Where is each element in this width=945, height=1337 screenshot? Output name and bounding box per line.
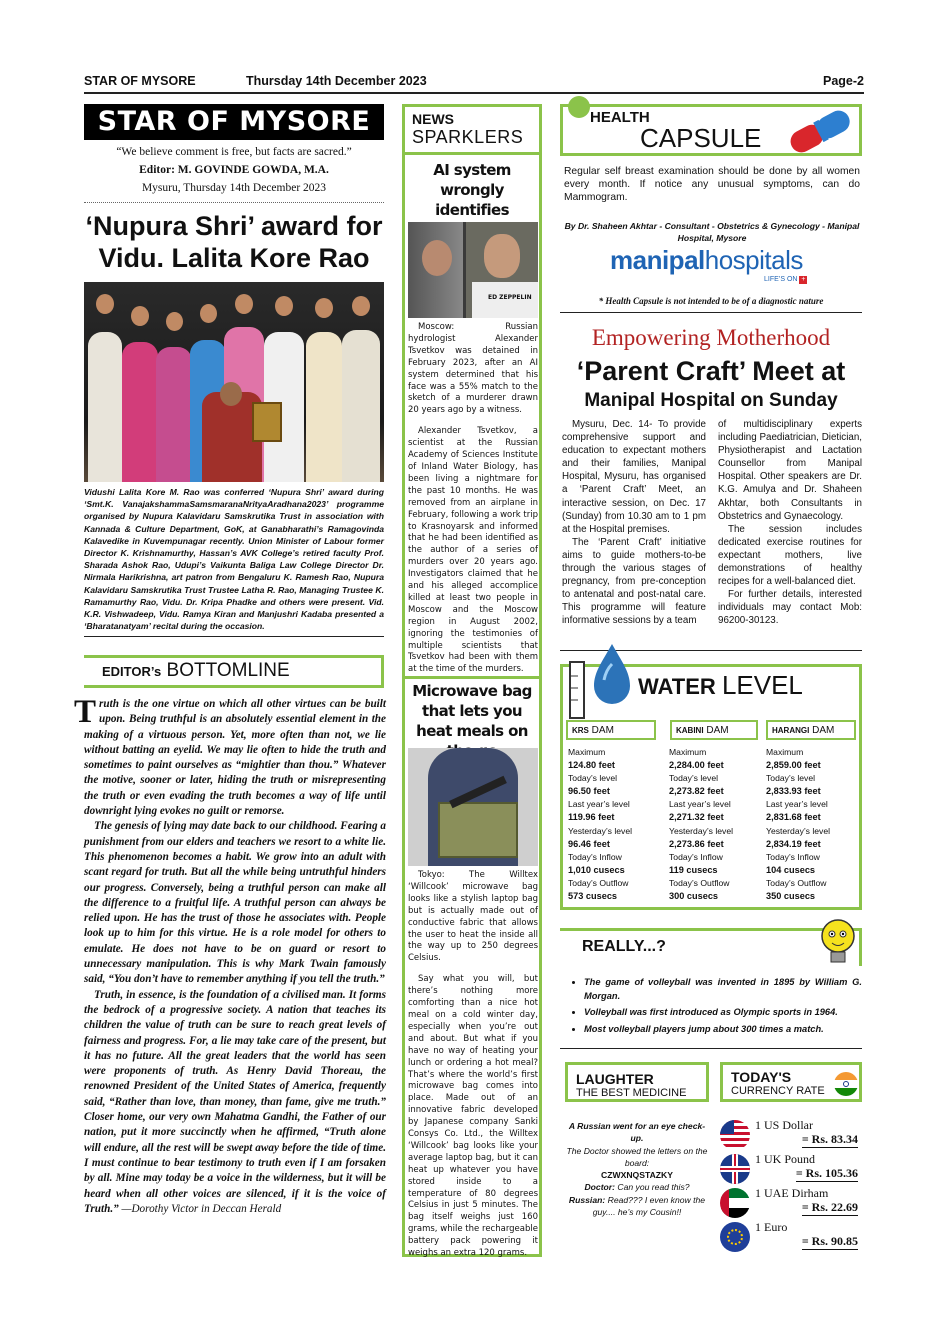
paragraph: Moscow: Russian hydrologist Alexander Tsvetkov was detained in February 2023, after an AI system determined that his face was a 55% match to the sketch of a murderer drawn 20 years ago by a witness. [408,322,538,416]
divider [560,1048,862,1049]
currency-value: = Rs. 105.36 [795,1166,858,1180]
joke-line: CZWXNQSTAZKY [601,1170,673,1181]
paragraph: The session includes dedicated exercise routines for expectant mothers, live demonstrations of healthy recipes for a well-balanced diet. [718,523,862,588]
fact-item: • The game of volleyball was invented in 1895 by William G. Morgan. [584,976,862,1003]
title-light: LEVEL [721,670,803,700]
india-flag-icon [834,1072,858,1096]
header-rule [84,92,864,94]
currency-value: = Rs. 83.34 [801,1132,858,1146]
masthead-logo: STAR OF MYSORE [84,104,384,140]
paragraph: of multidisciplinary experts including Paediatrician, Dietician, Physiotherapist and Lactation Counsellor from Manipal Hospital. Other speakers are Dr. K.G. Amulya and Dr. Shaheen Akhtar, both Consultants in Obstetrics and Gynaecology. [718,419,862,522]
currency-value: = Rs. 90.85 [801,1234,858,1248]
parent-craft-col1 [562,418,706,628]
stat-value: 96.46 feet [568,838,610,849]
currency-name: 1 Euro [755,1220,788,1234]
laughter-joke [565,1120,709,1218]
ai-headline: AI system wrongly identifies [433,161,511,219]
joke-line: The Doctor showed the letters on the board: [566,1145,708,1168]
currency-name: 1 UAE Dirham [755,1186,829,1200]
currency-row-usd [720,1118,862,1150]
dam-label-krs [566,720,656,740]
health-disclaimer: * Health Capsule is not intended to be of a diagnostic nature [598,296,824,306]
bottomline-title [102,660,290,682]
paragraph: Tokyo: The Willtex ‘Willcook’ microwave bag looks like a stylish laptop bag but is actually made out of conductive fabric that allows the user to heat the inside all the way up to 250 degrees Celsius. [408,870,538,964]
photo-caption: Vidushi Lalita Kore M. Rao was conferred ‘Nupura Shri’ award during ‘Smt.K. VanajakshammaSamsmaranaNrityaAradhana2023’ programme organised by Nupura Kalavidaru Samskrutika Trust in association with Kannada & Culture Department, GoK, at Ganabharathi’s Ramagovinda Kalavedike in Kuvempunagar recently. Union Minister of Labour former Director K. Krishnamurthy, Hassan’s AVK College’s retired faculty Prof. Sharada Ashok Rao, Udupi’s Vaikunta Baliga Law College Director Dr. Nirmala Harikrishna, art patron from Bengaluru K. Ramesh Rao, Nupura Kalavidaru Samskrutika Trust Trustee Latha R. Rao, Managing Trustee K. Ramamurthy Rao, Vidu. Dr. Kripa Phadke and others were present. Vid. K.R. Vishwadeep, Vidu. Ramya Kiran and Manjushri Kadaba presented a ‘Bharatanatyam’ recital during the occasion. [84,487,384,632]
stat-label: Today’s level [568,773,618,784]
logo-tag: LIFE’S ON [764,276,798,283]
water-level-title [638,670,803,701]
stat-label: Yesterday’s level [669,825,734,836]
speaker: Russian: [568,1194,606,1205]
paragraph: Say what you will, but there’s nothing more comforting than a nice hot meal on a cold winter day, especially when you’re out and about. But what if you have no way of heating your lunch or ordering a hot meal? That’s where the world’s first microwave bag comes into place. Made out of an innovative fabric developed by Japanese company Sanki Consys Co. Ltd., the Willtex ‘Willcook’ bag looks like your average laptop bag, but it can heat up whatever you have stored inside to a temperature of 80 degrees Celsius in just 5 minutes. The bag itself weighs just 160 grams, while the rechargeable battery pack powering it weighs an extra 120 grams. [408,974,538,1259]
frame-top [84,655,384,658]
dam-stats-krs [568,746,660,903]
stat-value: 2,284.00 feet [669,760,724,771]
joke-line: A Russian went for an eye check-up. [568,1121,706,1144]
divider [84,636,384,637]
stat-value: 96.50 feet [568,786,610,797]
laughter-subtitle: THE BEST MEDICINE [576,1087,687,1099]
kicker: Empowering Motherhood [591,325,831,350]
paragraph: Mysuru, Dec. 14- To provide comprehensive support and education to expectant mothers and their families, Manipal Hospital, Mysuru, has organised a ‘Parent Craft’ Meet, an interactive session, on Dec. 17 (Sunday) from 10.30 am to 1 pm at the Hospital premises. [562,419,706,535]
stat-value: 1,010 cusecs [568,864,625,875]
badge-dot [568,96,590,118]
divider [84,202,384,203]
stat-value: 124.80 feet [568,760,615,771]
nupura-headline [84,210,384,274]
divider [405,152,539,155]
dam-suffix: DAM [812,725,835,736]
bottomline-body [74,694,386,1217]
bag-story-body [408,870,538,1260]
parent-craft-col2 [718,418,862,628]
stat-label: Maximum [669,747,707,757]
stat-label: Last year’s level [766,799,828,810]
stat-value: 2,833.93 feet [766,786,821,797]
paragraph: Truth, in essence, is the foundation of a civilised man. It forms the bedrock of a progressive society. A nation that teaches its children the value of truth can be sure to reach great levels of fairness and progress. For, a lie may take care of the present, but it has no future. All the great leaders that the world has seen were proponents of truth. As Henry David Thoreau, the renowned President of the United States of America, frequently said, “Rather than love, than money, than fame, give me truth.” Closer home, our very own Mahatma Gandhi, the Father of our nation, put it more succinctly when he affirmed, “Truth alone will endure, all the rest will be swept away before the tide of time. I must continue to bear testimony to truth even if I am forsaken by all. Mine may today be a voice in the wilderness, but it will be heard when all other voices are silenced, if it is the voice of Truth.” [84,988,386,1215]
title-big: BOTTOMLINE [166,660,290,681]
currency-name: 1 UK Pound [755,1152,816,1166]
dam-name: KABINI [676,726,704,735]
title-small: EDITOR’s [102,664,162,679]
stat-label: Yesterday’s level [766,825,831,836]
parent-craft-subhead: Manipal Hospital on Sunday [584,390,838,411]
paragraph: The ‘Parent Craft’ initiative aims to guide mothers-to-be through the various stages of pregnancy, from pre-conception to antenatal and post-natal care. This programme will feature informative sessions by a team [562,536,706,627]
headline-line: ‘Nupura Shri’ award for [85,211,383,241]
stat-value: 300 cusecs [669,891,719,902]
paragraph: For further details, interested individuals may contact Mob: 96200-30123. [718,589,862,627]
manipal-tagline [764,276,807,284]
bag-headline: Microwave bag that lets you heat meals on [412,682,532,740]
stat-label: Today’s Outflow [669,877,730,888]
stat-value: 119.96 feet [568,812,615,823]
title-bold: WATER [638,674,716,699]
divider [560,312,862,313]
scientist-photo [408,222,538,318]
currency-row-eur [720,1220,862,1252]
page-number: Page-2 [823,74,864,88]
joke-line: Read??? I even know the guy.... he’s my Cousin!! [592,1194,706,1218]
page-header-bar [84,74,864,92]
lightbulb-icon [814,914,862,972]
currency-title: TODAY'S [731,1069,792,1085]
logo-part: hospitals [704,245,803,275]
health-byline: By Dr. Shaheen Akhtar - Consultant - Obstetrics & Gynecology - Manipal Hospital, Mysore [564,221,860,243]
fact-item: • Most volleyball players jump about 300 times a match. [584,1023,862,1037]
masthead-motto: “We believe comment is free, but facts are sacred.” [116,146,352,158]
parent-craft-headline: ‘Parent Craft’ Meet at [576,356,846,386]
stat-label: Today’s Outflow [766,877,827,888]
manipal-logo [610,245,803,276]
health-tip: Regular self breast examination should be done by all women every month. If notice any unusual symptoms, can do Mammogram. [564,166,860,203]
title-small: NEWS [412,111,454,127]
uae-flag-icon [720,1188,750,1218]
dam-name: HARANGI [772,726,810,735]
stat-value: 2,831.68 feet [766,812,821,823]
eu-flag-icon [720,1222,750,1252]
headline-line: Vidu. Lalita Kore Rao [98,243,370,273]
dam-name: KRS [572,726,589,735]
stat-label: Today’s Outflow [568,877,629,888]
us-flag-icon [720,1120,750,1150]
stat-value: 2,271.32 feet [669,812,724,823]
dam-suffix: DAM [591,725,614,736]
capsule-icon [780,108,862,154]
stat-label: Last year’s level [669,799,731,810]
stat-label: Maximum [568,747,606,757]
water-drop-icon [566,640,636,720]
masthead-editor: Editor: M. GOVINDE GOWDA, M.A. [139,164,329,176]
stat-value: 2,273.82 feet [669,786,724,797]
stat-label: Today’s Inflow [669,851,723,862]
currency-name: 1 US Dollar [755,1118,813,1132]
stat-label: Today’s level [669,773,719,784]
currency-subtitle: CURRENCY RATE [731,1085,825,1097]
really-title: REALLY...? [582,938,666,955]
stat-value: 2,859.00 feet [766,760,821,771]
currency-row-aed [720,1186,862,1218]
drop-cap: T [74,694,97,730]
laughter-title: LAUGHTER [576,1071,654,1087]
masthead-dateline: Mysuru, Thursday 14th December 2023 [141,182,327,194]
stat-label: Today’s Inflow [766,851,820,862]
stat-label: Last year’s level [568,799,630,810]
dam-stats-harangi [766,746,858,903]
news-sparklers-title [412,110,523,146]
award-ceremony-photo [84,282,384,482]
paragraph: ruth is the one virtue on which all other virtues can be built upon. Being truthful is an absolutely essential element in the making of a virtuous person. Yet, more often than not, we lie without batting an eyelid. We may lie often to hide the truth and sometimes to paint ourselves as “mightier than thou.” Whatever the motive, sooner or later, hiding the truth or misrepresenting the truth or even evading the truth becomes a way of life until downright lying evokes no guilt or remorse. [84,698,386,818]
stat-value: 119 cusecs [669,864,718,875]
speaker: Doctor: [584,1182,616,1193]
stat-label: Today’s Inflow [568,851,622,862]
shirt-text: ED ZEPPELIN [488,294,532,301]
title-big: SPARKLERS [412,127,524,147]
stat-label: Yesterday’s level [568,825,633,836]
paper-name: STAR OF MYSORE [84,74,196,88]
dam-label-harangi [766,720,856,740]
really-facts [572,976,862,1039]
stat-value: 573 cusecs [568,891,618,902]
paragraph: Alexander Tsvetkov, a scientist at the Russian Academy of Sciences Institute of Inland Water Biology, has been living a nightmare for the past 10 months. He was removed from an airplane in February, following a work trip to Krasnoyarsk and informed that he had been identified as the author of a series of murders over 20 years ago. Investigators claimed that he and his alleged accomplice killed at least two people in Moscow and the Moscow region in August 2002, ignoring the testimonies of multiple scientists that Tsvetkov had been with them at the time of the murders. [408,426,538,675]
logo-part: manipal [610,245,705,275]
ai-story-body [408,322,538,676]
stat-value: 104 cusecs [766,864,816,875]
stat-value: 2,273.86 feet [669,838,724,849]
stat-value: 350 cusecs [766,891,816,902]
plus-icon: + [801,276,806,283]
joke-line: Can you read this? [615,1182,690,1193]
stat-value: 2,834.19 feet [766,838,821,849]
credit: —Dorothy Victor in Deccan Herald [121,1202,282,1215]
divider [405,676,539,679]
stat-label: Maximum [766,747,804,757]
dam-label-kabini [670,720,758,740]
currency-value: = Rs. 22.69 [801,1200,858,1214]
dam-stats-kabini [669,746,761,903]
fact-item: • Volleyball was first introduced as Olympic sports in 1964. [584,1006,862,1020]
uk-flag-icon [720,1154,750,1184]
paragraph: The genesis of lying may date back to our childhood. Fearing a punishment from our elders and teachers we resort to a white lie. This phenomenon becomes a habit. We grow into an adult with scant regard for truth. But all the while being untruthful hinders our progress. Conversely, being a truthful person can make all the difference to a fruitful life. A truthful person can always be relied upon. He has the trust of those he associates with. People look up to him for this virtue. He is a role model for others to emulate. He does not have to be on guard or resort to unnecessary manipulation. This is why Mark Twain famously said, “You don’t have to remember anything if you tell the truth.” [84,820,386,986]
header-date: Thursday 14th December 2023 [246,74,427,88]
health-title-small: HEALTH [590,109,650,126]
microwave-bag-photo [408,748,538,866]
currency-row-gbp [720,1152,862,1184]
dam-suffix: DAM [706,725,729,736]
stat-label: Today’s level [766,773,816,784]
health-title-big: CAPSULE [640,123,762,153]
